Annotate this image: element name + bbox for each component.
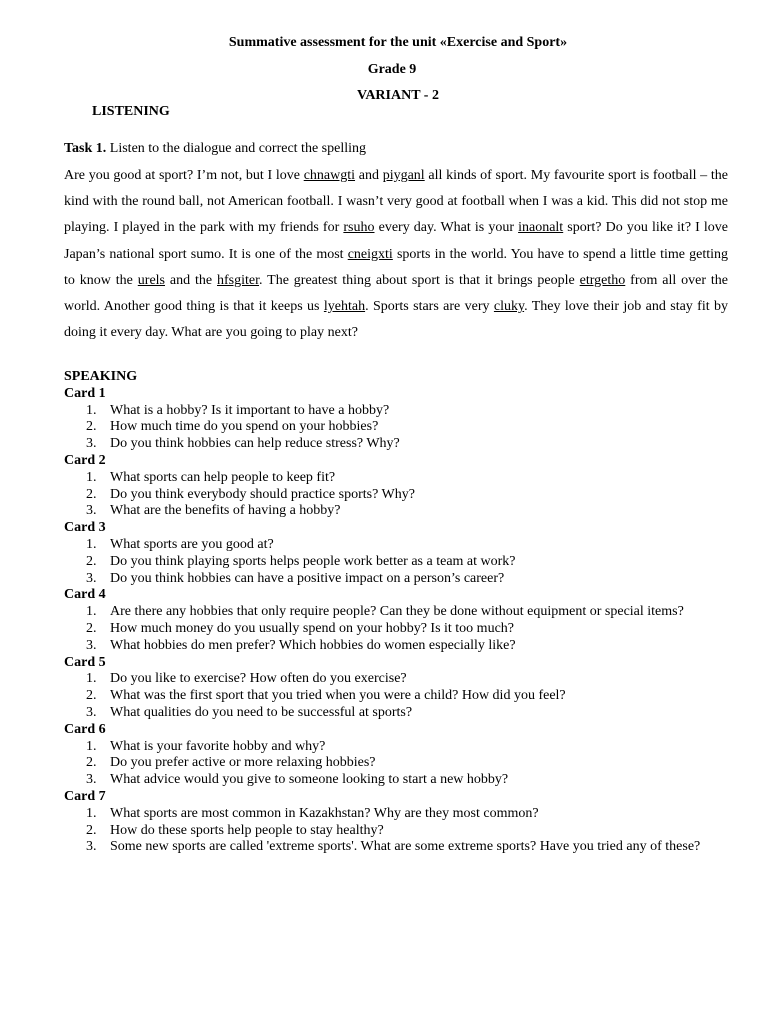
- question-text: What sports are you good at?: [110, 536, 274, 552]
- passage-text: sports in the world. You have to spend a little time getting to know the: [64, 246, 728, 288]
- variant-label: VARIANT - 2: [357, 88, 439, 103]
- question-item: [64, 688, 744, 705]
- question-list: [64, 739, 744, 789]
- passage-text: and the: [165, 272, 217, 288]
- passage-text: Are you good at sport? I’m not, but I love: [64, 168, 304, 183]
- passage-text: . They love their job and stay fit by doing it every day. What are you going to play next?: [64, 299, 728, 341]
- question-text: What sports are most common in Kazakhstan? Why are they most common?: [110, 805, 539, 821]
- passage-text: and: [355, 168, 383, 183]
- question-number: 3.: [86, 704, 97, 720]
- question-list: [64, 403, 744, 453]
- question-number: 1.: [86, 402, 97, 418]
- misspelled-word: urels: [137, 272, 165, 288]
- question-number: 3.: [86, 839, 97, 855]
- question-number: 3.: [86, 637, 97, 653]
- passage-text: from all over the world. Another good thing is that it keeps us: [64, 272, 729, 315]
- question-list: [64, 537, 744, 587]
- question-number: 3.: [86, 503, 97, 519]
- question-text: Do you think everybody should practice sports? Why?: [110, 486, 415, 502]
- question-list: [64, 806, 744, 856]
- speaking-section: [64, 369, 744, 856]
- question-number: 2.: [86, 419, 97, 435]
- question-list: [64, 671, 744, 721]
- question-number: 3.: [86, 772, 97, 788]
- card-title: Card 7: [64, 788, 106, 804]
- question-text: Do you think hobbies can help reduce stress? Why?: [110, 436, 400, 452]
- question-number: 2.: [86, 620, 97, 636]
- question-item: [64, 839, 744, 856]
- misspelled-word: hfsgiter: [217, 272, 259, 288]
- question-text: How much time do you spend on your hobbies?: [110, 419, 379, 435]
- question-text: Do you think playing sports helps people work better as a team at work?: [110, 553, 516, 569]
- misspelled-word: cneigxti: [347, 246, 393, 262]
- card-title: Card 2: [64, 452, 106, 468]
- question-item: [64, 671, 744, 688]
- question-item: [64, 403, 744, 420]
- question-text: What advice would you give to someone looking to start a new hobby?: [110, 772, 509, 788]
- passage-text: sport? Do you like it? I love Japan’s national sport sumo. It is one of the most: [64, 220, 729, 262]
- question-item: [64, 436, 744, 453]
- question-number: 1.: [86, 671, 97, 687]
- question-text: What was the first sport that you tried when you were a child? How did you feel?: [110, 688, 566, 704]
- task-instruction: [64, 141, 366, 157]
- document-title: Summative assessment for the unit «Exercise and Sport»: [228, 35, 568, 50]
- question-item: [64, 470, 744, 487]
- question-item: [64, 537, 744, 554]
- misspelled-word: piyganl: [382, 168, 425, 183]
- question-item: [64, 487, 744, 504]
- question-text: Do you think hobbies can have a positive impact on a person’s career?: [110, 570, 505, 586]
- question-item: [64, 604, 744, 621]
- question-item: [64, 621, 744, 638]
- grade-label: Grade 9: [367, 62, 417, 77]
- misspelled-word: lyehtah: [323, 299, 366, 315]
- question-number: 2.: [86, 822, 97, 838]
- question-number: 2.: [86, 755, 97, 771]
- question-text: What qualities do you need to be successful at sports?: [110, 704, 413, 720]
- misspelled-word: inaonalt: [518, 220, 564, 236]
- question-item: [64, 739, 744, 756]
- question-number: 1.: [86, 805, 97, 821]
- question-item: [64, 806, 744, 823]
- question-number: 1.: [86, 738, 97, 754]
- misspelled-word: rsuho: [343, 220, 375, 236]
- misspelled-word: etrgetho: [579, 272, 626, 288]
- card-title: Card 5: [64, 654, 106, 670]
- misspelled-word: cluky: [493, 299, 525, 315]
- question-number: 1.: [86, 469, 97, 485]
- passage-text: . Sports stars are very: [365, 299, 494, 315]
- question-text: Do you like to exercise? How often do you exercise?: [110, 671, 407, 687]
- card-title: Card 6: [64, 721, 106, 737]
- question-item: [64, 571, 744, 588]
- task-text: Listen to the dialogue and correct the spelling: [106, 141, 366, 156]
- question-number: 1.: [86, 536, 97, 552]
- question-item: [64, 419, 744, 436]
- question-text: Some new sports are called 'extreme sports'. What are some extreme sports? Have you tried any of these?: [110, 839, 701, 855]
- question-text: How much money do you usually spend on your hobby? Is it too much?: [110, 620, 515, 636]
- question-item: [64, 705, 744, 722]
- task-label: Task 1.: [64, 141, 107, 156]
- question-list: [64, 604, 744, 654]
- card-title: Card 4: [64, 587, 106, 603]
- question-text: Do you prefer active or more relaxing hobbies?: [110, 755, 376, 771]
- question-text: What is your favorite hobby and why?: [110, 738, 326, 754]
- question-list: [64, 470, 744, 520]
- misspelled-word: chnawgti: [303, 168, 356, 183]
- speaking-heading: SPEAKING: [64, 369, 138, 384]
- passage-text: every day. What is your: [374, 220, 519, 236]
- question-text: How do these sports help people to stay healthy?: [110, 822, 384, 838]
- question-item: [64, 772, 744, 789]
- question-text: What hobbies do men prefer? Which hobbies do women especially like?: [110, 637, 516, 653]
- question-text: What are the benefits of having a hobby?: [110, 503, 341, 519]
- question-number: 3.: [86, 570, 97, 586]
- question-text: What is a hobby? Is it important to have a hobby?: [110, 402, 390, 418]
- listening-passage: [64, 163, 728, 346]
- card-title: Card 3: [64, 520, 106, 536]
- speaking-cards: [64, 386, 744, 856]
- question-item: [64, 554, 744, 571]
- passage-text: all kinds of sport. My favourite sport is football – the kind with the round ball, not American football. I wasn’t very good at football when I was a kid. This did not stop me playing. I played in the park with my friends for: [64, 168, 729, 236]
- listening-heading: LISTENING: [92, 104, 170, 119]
- passage-text: . The greatest thing about sport is that it brings people: [259, 272, 580, 288]
- question-number: 2.: [86, 688, 97, 704]
- question-number: 2.: [86, 486, 97, 502]
- card-title: Card 1: [64, 385, 106, 401]
- question-number: 1.: [86, 604, 97, 620]
- question-number: 2.: [86, 553, 97, 569]
- question-item: [64, 638, 744, 655]
- question-text: Are there any hobbies that only require people? Can they be done without equipment or special items?: [110, 604, 684, 620]
- question-item: [64, 823, 744, 840]
- question-text: What sports can help people to keep fit?: [110, 469, 336, 485]
- question-item: [64, 755, 744, 772]
- question-item: [64, 503, 744, 520]
- question-number: 3.: [86, 436, 97, 452]
